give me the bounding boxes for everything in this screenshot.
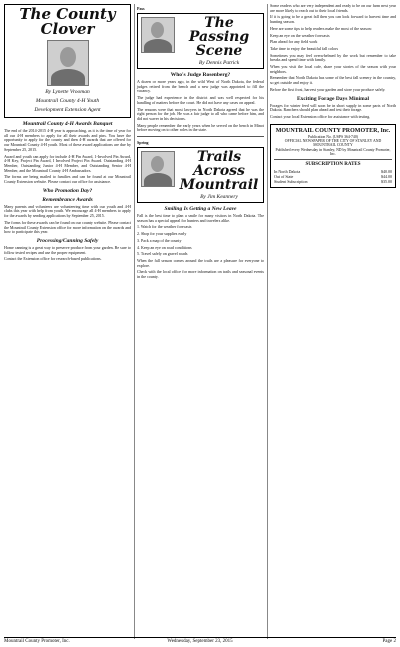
article-paragraph: Forages for winter feed will soon be in short supply in some parts of North Dakota. Ranchers should plan ahead and test their forage. [270,102,396,113]
section-stamp: Spring [137,140,149,146]
publication-schedule: Published every Wednesday in Stanley, ND by Mountrail County Promoter, Inc. [275,147,391,157]
article-paragraph: Check with the local office for more information on trails and seasonal events in the county. [137,269,264,280]
article-heading: Remembrance Awards [42,196,93,203]
official-newspaper-note: OFFICIAL NEWSPAPER OF THE CITY OF STANLEY AND MOUNTRAIL COUNTY [284,139,382,148]
trails-masthead [137,147,264,203]
rate-value: $35.00 [381,178,392,184]
footer-publisher: Mountrail County Promoter, Inc. [4,639,70,644]
article-paragraph: The forms for these awards can be found on our county website. Please contact the Mountrail County Extension office for more information on the awards and how to participate this year. [4,219,131,235]
rate-label: Out of State [274,173,294,179]
column-right [270,4,396,188]
byline-name: By Dennis Patrick [198,60,240,66]
author-photo [141,151,175,187]
article-paragraph: The end of the 2014-2015 4-H year is approaching, as it is the time of year for all our 4-H members to apply for all their awards and pins. You have the opportunity to apply for the county and then 4-H awards that are offered for our Mountrail County 4-H youth. Most of these award applications are due by September 25, 2015. [4,128,131,152]
author-photo [47,40,89,86]
article-paragraph: Sometimes you may feel overwhelmed by the work but remember to take breaks and spend time with family. [270,52,396,63]
article-paragraph: Remember that North Dakota has some of the best fall scenery in the country, so get outside and enjoy it. [270,75,396,86]
publication-number: Publication No. (USPS 364-740) [308,134,358,139]
article-paragraph: The forms are being mailed to families and can be found at our Mountrail County Extension website. Please contact our office for assistance. [4,174,131,185]
list-item: Keep an eye on the weather forecasts [270,32,330,38]
column-divider [134,4,135,639]
list-item: 5. Travel safely on gravel roads [137,251,188,257]
list-item: 4. Keep an eye on road conditions [137,244,192,250]
article-paragraph: The reasons were that most lawyers in North Dakota agreed that he was the right person for the job. He was a fair judge to all who came before him, and did not waver in his decisions. [137,106,264,121]
footer-page-number: Page 2 [382,639,396,644]
article-paragraph: Many parents and volunteers are volunteering time with our youth and 4-H clubs this year with help from youth. We encourage all 4-H members to apply for the awards by sending applications by September 25, 2015. [4,203,131,219]
rate-label: Student Subscription [274,178,308,184]
list-item: 3. Pack a map of the county [137,237,182,243]
divider [137,136,264,137]
article-paragraph: Contact your local Extension office for assistance with testing. [270,113,371,119]
article-heading: Processing/Canning Safely [36,237,99,244]
article-heading: Who's Judge Rosenberg? [170,72,231,78]
byline-name: By Jim Keannery [200,194,238,201]
rate-label: In North Dakota [274,168,301,174]
byline-name: By Lynette Vrooman [45,89,90,95]
article-paragraph: Fall is the best time to plan a smile for many visitors in North Dakota. The season has a special appeal for hunters and travelers alike. [137,213,264,223]
article-paragraph: If it is going to be a great fall then you can look forward to harvest time and hunting season. [270,14,396,25]
county-clover-banner [4,4,131,118]
newspaper-page [4,3,396,644]
column-left [4,4,131,264]
list-item: 2. Shop for your supplies early [137,231,187,237]
list-item: Plan ahead for any field work [270,39,318,45]
article-paragraph: When the fall season comes around the trails are a pleasure for everyone to explore. [137,257,264,268]
article-paragraph: When you visit the local cafe, share your stories of the season with your neighbors. [270,64,396,74]
article-heading: Exciting Forage Days Minimal [297,95,369,102]
table-row [274,179,392,184]
list-item: 1. Watch for the weather forecasts [137,224,192,230]
author-photo [141,17,175,53]
article-paragraph: Many people remember the early years when he served on the bench in Minot before moving on to other roles in the state. [137,122,264,133]
article-heading: Who Promotion Day? [42,187,93,194]
article-paragraph: Award and youth can apply for include 4-H Pin Award, 1-Involved Pin Award, 4-H Key, Project Pin Award, I Involved Project Pin Award. Outstanding 4-H Member, Outstanding Junior 4-H Member, and Outstanding Senior 4-H Member, and the Mountrail County 4-H Ambassadors. [4,153,131,173]
column-title: The County Clover [19,5,116,38]
article-paragraph: Before the first frost, harvest your garden and store your produce safely. [270,86,386,92]
column-title: The Passing Scene [188,15,250,59]
article-paragraph: The judge had experience in the district and was well respected for his handling of matters before the court. He did not have any cases on appeal. [137,95,264,105]
page-footer [4,637,396,644]
column-divider [267,4,268,639]
column-middle [137,4,264,282]
section-stamp: Pass [137,6,145,11]
byline-role-2: Development Extension Agent [34,107,101,113]
article-heading: Smiling Is Getting a New Leave [164,206,237,213]
article-paragraph: Here are some tips to help readers make the most of the season: [270,25,372,31]
publisher-name: MOUNTRAIL COUNTY PROMOTER, Inc. [275,127,391,134]
subscription-rates-table [274,169,392,184]
byline-role: Mountrail County 4-H Youth [35,98,100,104]
passing-scene-masthead [137,13,264,69]
article-heading: Mountrail County 4-H Awards Banquet [22,121,113,127]
column-title: Trails Across Mountrail [179,149,259,194]
publisher-info-box [270,124,396,188]
list-item: Take time to enjoy the beautiful fall colors [270,45,339,51]
rate-value: $44.00 [381,173,392,179]
rate-value: $40.00 [381,168,392,174]
divider [274,159,392,160]
article-paragraph: Home canning is a great way to preserve produce from your garden. Be sure to follow tested recipes and use the proper equipment. [4,244,131,255]
subscription-rates-heading: SUBSCRIPTION RATES [305,161,361,167]
article-paragraph: A dozen or more years ago, in the wild West of North Dakota, the federal judges retired from the bench and a new judge was appointed to fill the vacancy. [137,79,264,94]
article-paragraph: Some readers who are very independent and ready to be on our farm next year are more likely to reach out to their local friends. [270,3,396,13]
footer-date: Wednesday, September 23, 2015 [167,639,233,644]
article-paragraph: Contact the Extension office for research-based publications. [4,256,102,262]
